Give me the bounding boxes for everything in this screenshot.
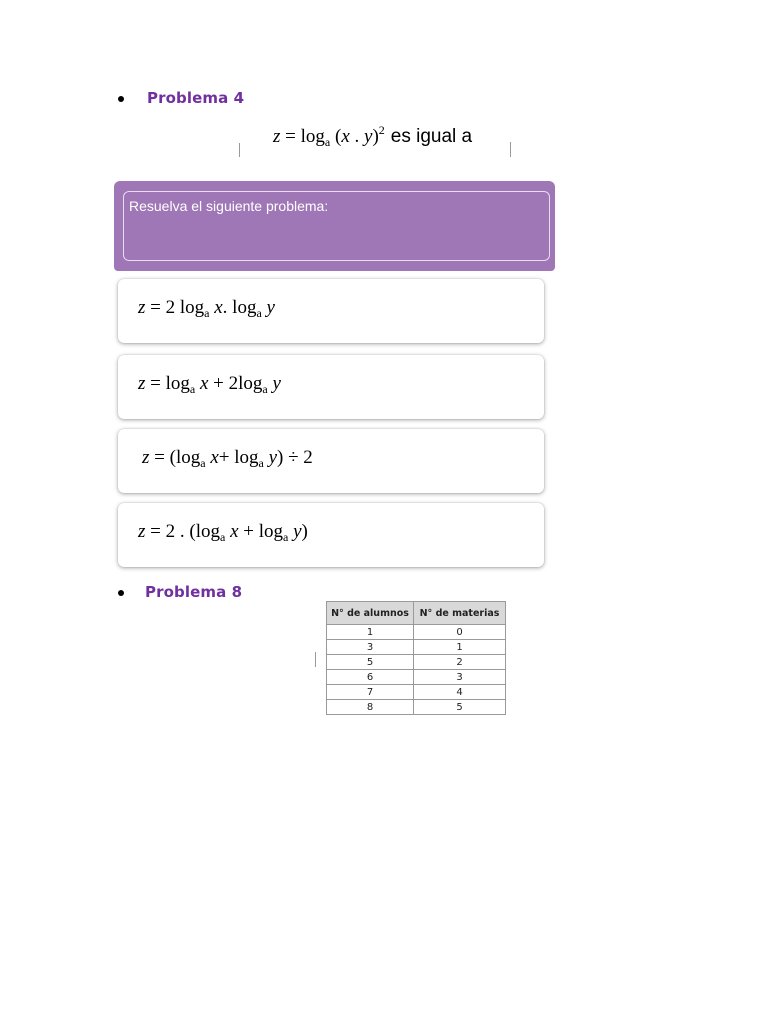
divider-tick [510, 142, 511, 157]
answer-option-4[interactable] [118, 503, 544, 567]
table-row [327, 700, 506, 715]
table-cell: 7 [327, 685, 414, 700]
answer-option-1[interactable] [118, 279, 544, 343]
table-cell: 5 [414, 700, 506, 715]
problem-4-statement: $z = \log_a (x$ . y)$^2$ es igual a [273, 123, 473, 149]
table-cell: 3 [327, 640, 414, 655]
table-row [327, 625, 506, 640]
table-row [327, 640, 506, 655]
answer-option-text: $z = (\log_a$ $x+ \log_a y) \div 2$ [142, 447, 313, 470]
list-bullet [118, 590, 124, 596]
problem-8-heading: Problema 8 [145, 583, 243, 601]
table-cell: 1 [327, 625, 414, 640]
students-subjects-table [326, 601, 506, 715]
question-prompt-text: Resuelva el siguiente problema: [129, 198, 329, 214]
table-row [327, 670, 506, 685]
table-cell: 5 [327, 655, 414, 670]
problem-4-heading: Problema 4 [147, 89, 245, 107]
table-row [327, 685, 506, 700]
list-bullet [118, 96, 124, 102]
column-header: N° de materias [414, 602, 506, 625]
table-cell: 8 [327, 700, 414, 715]
table-cell: 3 [414, 670, 506, 685]
question-prompt-box [114, 181, 555, 271]
table-cell: 6 [327, 670, 414, 685]
answer-option-2[interactable] [118, 355, 544, 419]
answer-option-text: $z = \log_a x + 2\log_a$ y [138, 373, 281, 396]
table-cell: 4 [414, 685, 506, 700]
divider-tick [315, 652, 316, 667]
table-header-row [327, 602, 506, 625]
answer-option-text: z = 2 $\log_a x$. $\log_a y$ [138, 297, 275, 320]
column-header: N° de alumnos [327, 602, 414, 625]
divider-tick [239, 143, 240, 157]
table-cell: 2 [414, 655, 506, 670]
table-cell: 1 [414, 640, 506, 655]
answer-option-text: z = 2 . ($\log_a$ $x + \log_a y$) [138, 521, 308, 544]
table-cell: 0 [414, 625, 506, 640]
table-row [327, 655, 506, 670]
answer-option-3[interactable] [118, 429, 544, 493]
